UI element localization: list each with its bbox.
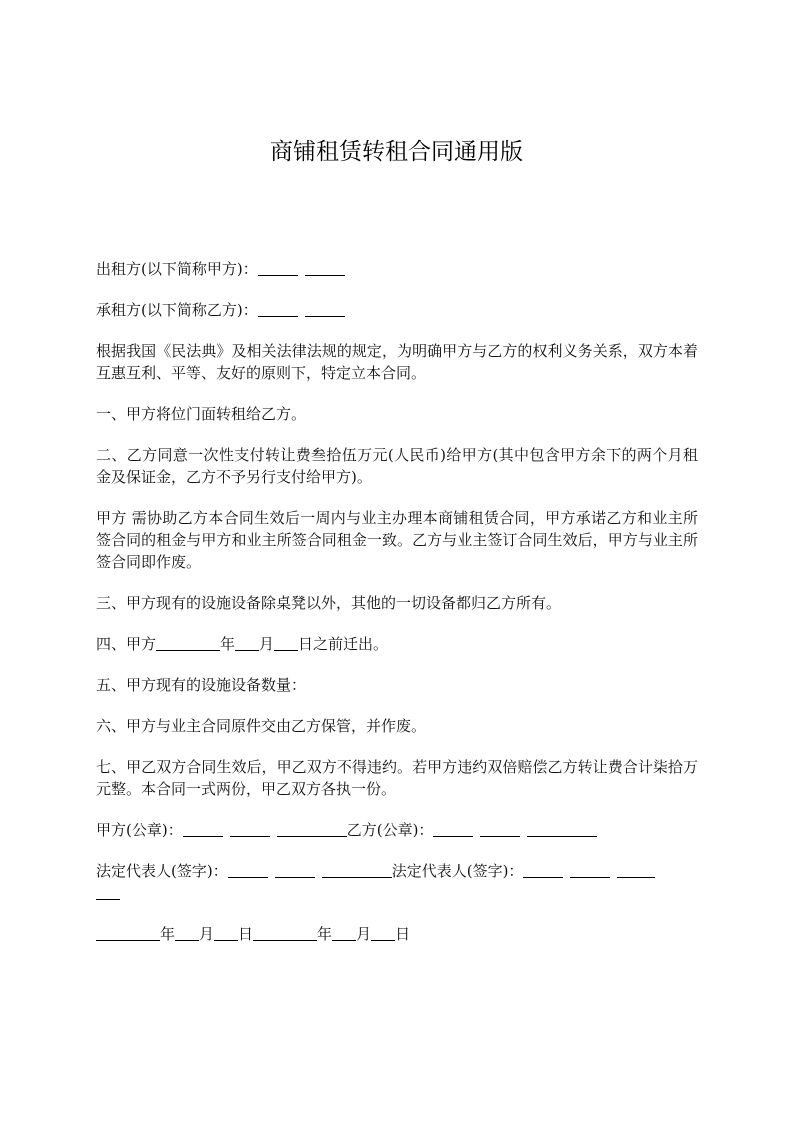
blank-line <box>258 259 298 276</box>
blank-line <box>235 634 259 651</box>
blank-line <box>305 300 345 317</box>
party-a-seal-label: 甲方(公章)： <box>96 821 183 839</box>
blank-line <box>433 820 473 837</box>
clause-4-suffix: 日之前迁出。 <box>298 635 389 653</box>
blank-line <box>96 924 160 941</box>
representative-line <box>96 860 698 904</box>
year-label: 年 <box>220 635 236 653</box>
clause-4-prefix: 四、甲方 <box>96 635 157 653</box>
blank-line <box>183 820 223 837</box>
year-label: 年 <box>160 925 176 943</box>
clause-4 <box>96 633 698 655</box>
preamble: 根据我国《民法典》及相关法律法规的规定，为明确甲方与乙方的权利义务关系，双方本着互惠互利、平等、友好的原则下，特定立本合同。 <box>96 342 698 382</box>
blank-line <box>96 883 120 900</box>
blank-line <box>305 259 345 276</box>
blank-line <box>523 861 563 878</box>
clause-2: 二、乙方同意一次性支付转让费叁拾伍万元(人民币)给甲方(其中包含甲方余下的两个月租金及保证金，乙方不予另行支付给甲方)。 <box>96 446 698 486</box>
blank-line <box>274 634 298 651</box>
blank-line <box>156 634 220 651</box>
clause-7: 七、甲乙双方合同生效后，甲乙双方不得违约。若甲方违约双倍赔偿乙方转让费合计柒拾万元整。本合同一式两份，甲乙双方各执一份。 <box>96 758 698 798</box>
blank-line <box>480 820 520 837</box>
month-label: 月 <box>199 925 215 943</box>
blank-line <box>570 861 610 878</box>
lessee-line <box>96 299 698 321</box>
blank-line <box>322 861 392 878</box>
date-line <box>96 923 698 945</box>
month-label: 月 <box>356 925 372 943</box>
blank-line <box>228 861 268 878</box>
blank-line <box>253 924 317 941</box>
day-label: 日 <box>238 925 254 943</box>
rep-a-label: 法定代表人(签字)： <box>96 862 228 880</box>
blank-line <box>214 924 238 941</box>
clause-5: 五、甲方现有的设施设备数量： <box>96 676 307 694</box>
blank-line <box>275 861 315 878</box>
blank-line <box>230 820 270 837</box>
blank-line <box>617 861 655 878</box>
document-body <box>96 258 698 964</box>
lessor-label: 出租方(以下简称甲方)： <box>96 260 258 278</box>
blank-line <box>175 924 199 941</box>
document-title: 商铺租赁转租合同通用版 <box>270 139 523 165</box>
day-label: 日 <box>395 925 411 943</box>
seal-line <box>96 819 698 841</box>
clause-2-extra: 甲方 需协助乙方本合同生效后一周内与业主办理本商铺租赁合同，甲方承诺乙方和业主所签合同的租金与甲方和业主所签合同租金一致。乙方与业主签订合同生效后，甲方与业主所签合同即作废。 <box>96 509 698 571</box>
lessee-label: 承租方(以下简称乙方)： <box>96 301 258 319</box>
blank-line <box>371 924 395 941</box>
month-label: 月 <box>259 635 275 653</box>
blank-line <box>277 820 347 837</box>
blank-line <box>258 300 298 317</box>
year-label: 年 <box>317 925 333 943</box>
lessor-line <box>96 258 698 280</box>
blank-line <box>527 820 597 837</box>
blank-line <box>332 924 356 941</box>
clause-6: 六、甲方与业主合同原件交由乙方保管，并作废。 <box>96 717 427 735</box>
clause-3: 三、甲方现有的设施设备除桌凳以外，其他的一切设备都归乙方所有。 <box>96 594 562 612</box>
rep-b-label: 法定代表人(签字)： <box>391 862 524 880</box>
clause-1: 一、甲方将位门面转租给乙方。 <box>96 405 307 423</box>
party-b-seal-label: 乙方(公章)： <box>346 821 434 839</box>
